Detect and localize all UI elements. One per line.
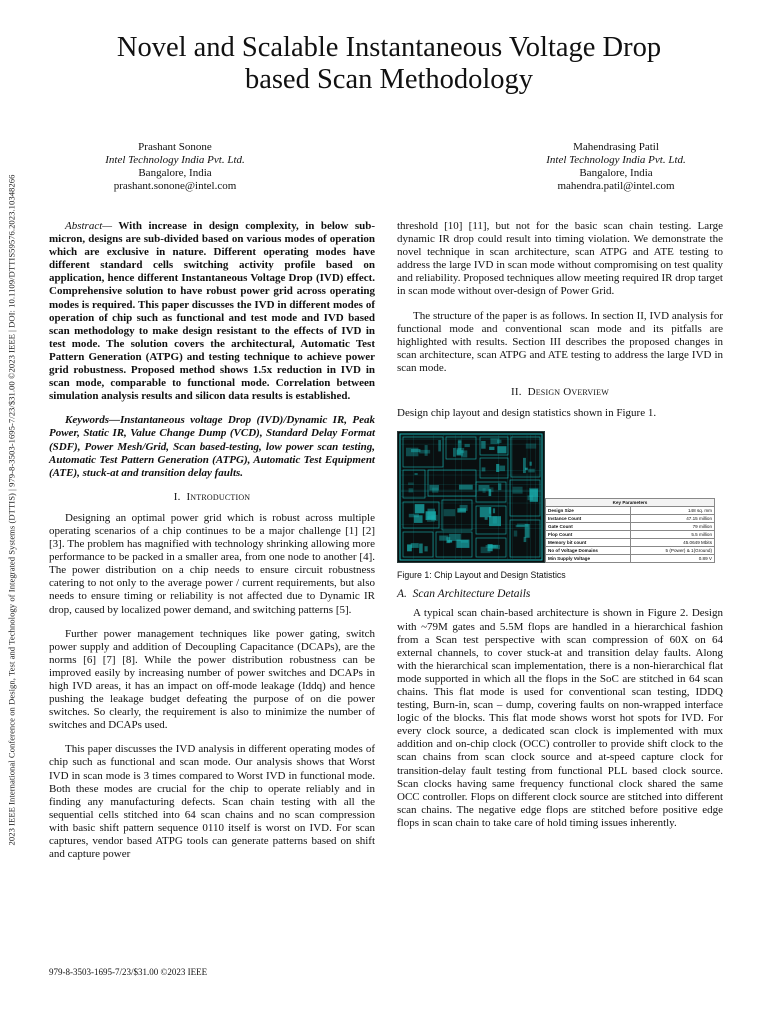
author-affiliation: Intel Technology India Pvt. Ltd. — [546, 154, 686, 166]
layout-block — [489, 516, 501, 526]
layout-block — [530, 462, 532, 466]
left-column — [49, 220, 375, 872]
section-heading-design-overview: II. Design Overview — [510, 386, 610, 399]
layout-block — [456, 450, 462, 456]
paper-title — [60, 32, 718, 96]
intro-paragraph-3: This paper discusses the IVD analysis in different operating modes of chip such as functional and scan mode. Our analysis shows that Worst IVD in scan mode is 3 times compared to Worst IVD in functional mode. Both these modes are crucial for the chip to operate reliably and in finding any manufacturing defects. Scan chain testing with all the sequential cells stitched into 64 scan chains and no scan compression with basic shift pattern sequence 0110 itself is worst on IVD. For scan captures, vendor based ATPG tools can generate patterns based on shift and capture power — [49, 743, 375, 861]
author-email[interactable]: prashant.sonone@intel.com — [113, 180, 237, 192]
table-title: Key Parameters — [546, 499, 715, 507]
author-city: Bangalore, India — [138, 167, 212, 179]
param-name: Instance Count — [546, 515, 631, 523]
author-affiliation: Intel Technology India Pvt. Ltd. — [105, 154, 245, 166]
layout-block — [415, 504, 425, 513]
layout-block — [411, 543, 419, 548]
footer-copyright: 979-8-3503-1695-7/23/$31.00 ©2023 IEEE — [49, 967, 208, 977]
param-name: Min Supply Voltage — [546, 555, 631, 563]
layout-block — [500, 466, 506, 472]
layout-block — [403, 470, 425, 498]
layout-block — [409, 488, 414, 492]
layout-block — [459, 485, 473, 490]
param-value: 45.0649 Mbits — [630, 539, 715, 547]
layout-block — [419, 544, 423, 554]
table-row — [546, 507, 715, 515]
author-city: Bangalore, India — [579, 167, 653, 179]
table-row — [546, 555, 715, 563]
layout-block — [446, 537, 450, 543]
layout-block — [483, 488, 486, 493]
layout-block — [517, 524, 528, 527]
abstract-label: Abstract— — [65, 220, 113, 232]
layout-block — [482, 468, 486, 472]
param-value: 0.89 V — [630, 555, 715, 563]
layout-block — [481, 441, 485, 449]
keywords: Keywords—Instantaneous voltage Drop (IVD)/Dynamic IR, Peak Power, Static IR, Value Change Dump (VCD), Standard Delay Format (SDF), Power Mesh/Grid, Scan based-testing, low power scan testing, Automatic Test Pattern Generation (ATPG), Automatic Test Equipment (ATE), stuck-at and transition delay faults. — [49, 414, 375, 479]
param-value: 5.5 million — [630, 531, 715, 539]
figure-1 — [397, 431, 723, 563]
table-row — [546, 547, 715, 555]
sidebar-doi-strip — [4, 130, 18, 890]
layout-block — [444, 509, 456, 516]
layout-block — [465, 444, 470, 447]
intro-paragraph-2: Further power management techniques like power gating, switch power supply and addition of Decoupling Capacitance (DCAPs), are the norms [6] [7] [8]. While the power distribution robustness can be improved easily by increasing number of power switches and DCAPs in high IVD areas, it has an impact on off-mode leakage (Iddq) and hence pushing the leakage budget defeating the purpose of on die power switches. So clearly, the requirement is also to minimize the number of switches and DCAPs used. — [49, 627, 375, 732]
layout-block — [458, 440, 461, 444]
param-value: 47.15 million — [630, 515, 715, 523]
layout-block — [424, 546, 427, 551]
layout-block — [480, 507, 492, 517]
param-name: Gate Count — [546, 523, 631, 531]
layout-block — [498, 484, 501, 491]
layout-block — [485, 517, 488, 520]
table-row — [546, 539, 715, 547]
intro-paragraph-1: Designing an optimal power grid which is robust across multiple operating scenarios of a chip continues to be a major challenge [1] [2] [3]. The problem has magnified with technology shrinking allowing more performance to be packed in a smaller area, from one node to another [4]. The power distribution on a chip needs to ensure circuit robustness catering to not only to the average power / current requirements, but also needs to ensure timing or reliability is not affected due to Dynamic IR drop, caused by localized power demand, and switching patterns [5]. — [49, 511, 375, 616]
table-row — [546, 531, 715, 539]
key-parameters-table — [545, 498, 715, 563]
layout-block — [525, 468, 528, 470]
layout-block — [524, 537, 527, 542]
right-column — [397, 220, 723, 841]
table-body — [546, 507, 715, 563]
layout-block — [490, 438, 499, 444]
title-line-2: based Scan Methodology — [244, 64, 534, 95]
layout-block — [514, 531, 517, 537]
author-name: Mahendrasing Patil — [573, 141, 659, 153]
author-block-2 — [486, 141, 746, 193]
layout-block — [481, 547, 491, 553]
chip-layout-image — [397, 431, 545, 563]
abstract — [49, 220, 375, 403]
layout-block — [438, 440, 441, 451]
table-row — [546, 515, 715, 523]
layout-block — [431, 515, 437, 521]
design-overview-intro: Design chip layout and design statistics shown in Figure 1. — [397, 407, 657, 420]
chip-layout-graphic — [398, 432, 544, 562]
param-name: Design Size — [546, 507, 631, 515]
section-heading-introduction: I. Introduction — [173, 490, 251, 503]
author-email[interactable]: mahendra.patil@intel.com — [557, 180, 675, 192]
table-row — [546, 523, 715, 531]
title-line-1: Novel and Scalable Instantaneous Voltage Drop — [116, 32, 662, 63]
author-name: Prashant Sonone — [138, 141, 212, 153]
layout-block — [526, 444, 536, 449]
layout-block — [489, 447, 494, 450]
sidebar-text: 2023 IEEE International Conference on Design, Test and Technology of Integrated Systems (DTTIS) | 979-8-3503-1695-7/23/$31.00 ©2023 IEEE | DOI: 10.1109/DTTIS59576.2023.10348266 — [6, 174, 17, 846]
layout-block — [523, 458, 526, 473]
layout-block — [406, 448, 418, 457]
param-name: Flop Count — [546, 531, 631, 539]
layout-block — [461, 540, 468, 543]
subsection-heading-scan-architecture: A. Scan Architecture Details — [397, 588, 531, 601]
param-value: 5 (Power) & 1(Ground) — [630, 547, 715, 555]
layout-block — [460, 505, 468, 511]
continued-paragraph: threshold [10] [11], but not for the basic scan chain testing. Large dynamic IR drop could result into timing violation. We demonstrate the novel technique in scan architecture, scan ATPG and ATE testing to address the large IVD in scan mode without compromising on test quality and reliability. Proposed techniques allow meeting required IR drop target in scan mode without over-design of Power Grid. — [397, 220, 723, 298]
layout-block — [449, 534, 461, 541]
layout-block — [414, 473, 417, 475]
param-name: No of Voltage Domains — [546, 547, 631, 555]
layout-block — [409, 514, 419, 517]
layout-block — [493, 509, 495, 514]
figure-1-caption: Figure 1: Chip Layout and Design Statistics — [397, 570, 566, 581]
param-name: Memory bit count — [546, 539, 631, 547]
structure-paragraph: The structure of the paper is as follows. In section II, IVD analysis for functional mode and conventional scan mode and its pitfalls are highlighted with results. Section III describes the proposed changes in scan architecture, scan ATPG and ATE testing to address the large IVD in scan mode. — [397, 309, 723, 374]
layout-block — [419, 450, 430, 454]
abstract-text: With increase in design complexity, in below sub-micron, designs are sub-divided based on various modes of operation which are exclusive in nature. Different operating modes have different standard cells switching activity profile based on application, hence different Instantaneous Voltage Drop (IVD) effect. Comprehensive solution to have robust power grid across operating modes is required. This paper discusses the IVD in different modes of operation of chip such as functional and test mode and IVD based scan methodology to make design resistant to the effects of IVD in test mode. The solution covers the architectural, Automatic Test Pattern Generation (ATPG) and testing technique to achieve power grid robustness. Proposed method shows 1.5x reduction in IVD in scan mode, comparable to functional mode. Correlation between simulation analysis results and silicon data results is established. — [49, 220, 375, 403]
author-block-1 — [45, 141, 305, 193]
scan-architecture-paragraph: A typical scan chain-based architecture is shown in Figure 2. Design with ~79M gates and 5.5M flops are handled in a hierarchical fashion from a Scan test perspective with scan compression of 60X on 64 external channels, to cover stuck-at and transition delay faults. Along with the hierarchical scan implementation, there is a non-hierarchical flat mode supported in which all the flops in the SoC are stitched in 64 scan chains. This flat mode is used for conventional scan testing, IDDQ testing, Burn-in, scan – dump, covering faults on non-wrapped interface logic of the blocks. This flat mode shows worst hot spots for IVD. For every clock source, a dedicated scan clock is implemented with mux addition and on-chip clock (OCC) controller to provide shift clock to the scan chains from scan clock source and at-speed capture clock for transition-delay fault testing from functional PLL based clock source. Scan clocks having same frequency functional clock shared the same OCC controller. Flops on different clock source are stitched into different scan chains. The negative edge flops are stitched before positive edge flops in scan chain to take care of hold timing issues inherently. — [397, 607, 723, 829]
param-value: 148 sq. mm — [630, 507, 715, 515]
param-value: 79 million — [630, 523, 715, 531]
